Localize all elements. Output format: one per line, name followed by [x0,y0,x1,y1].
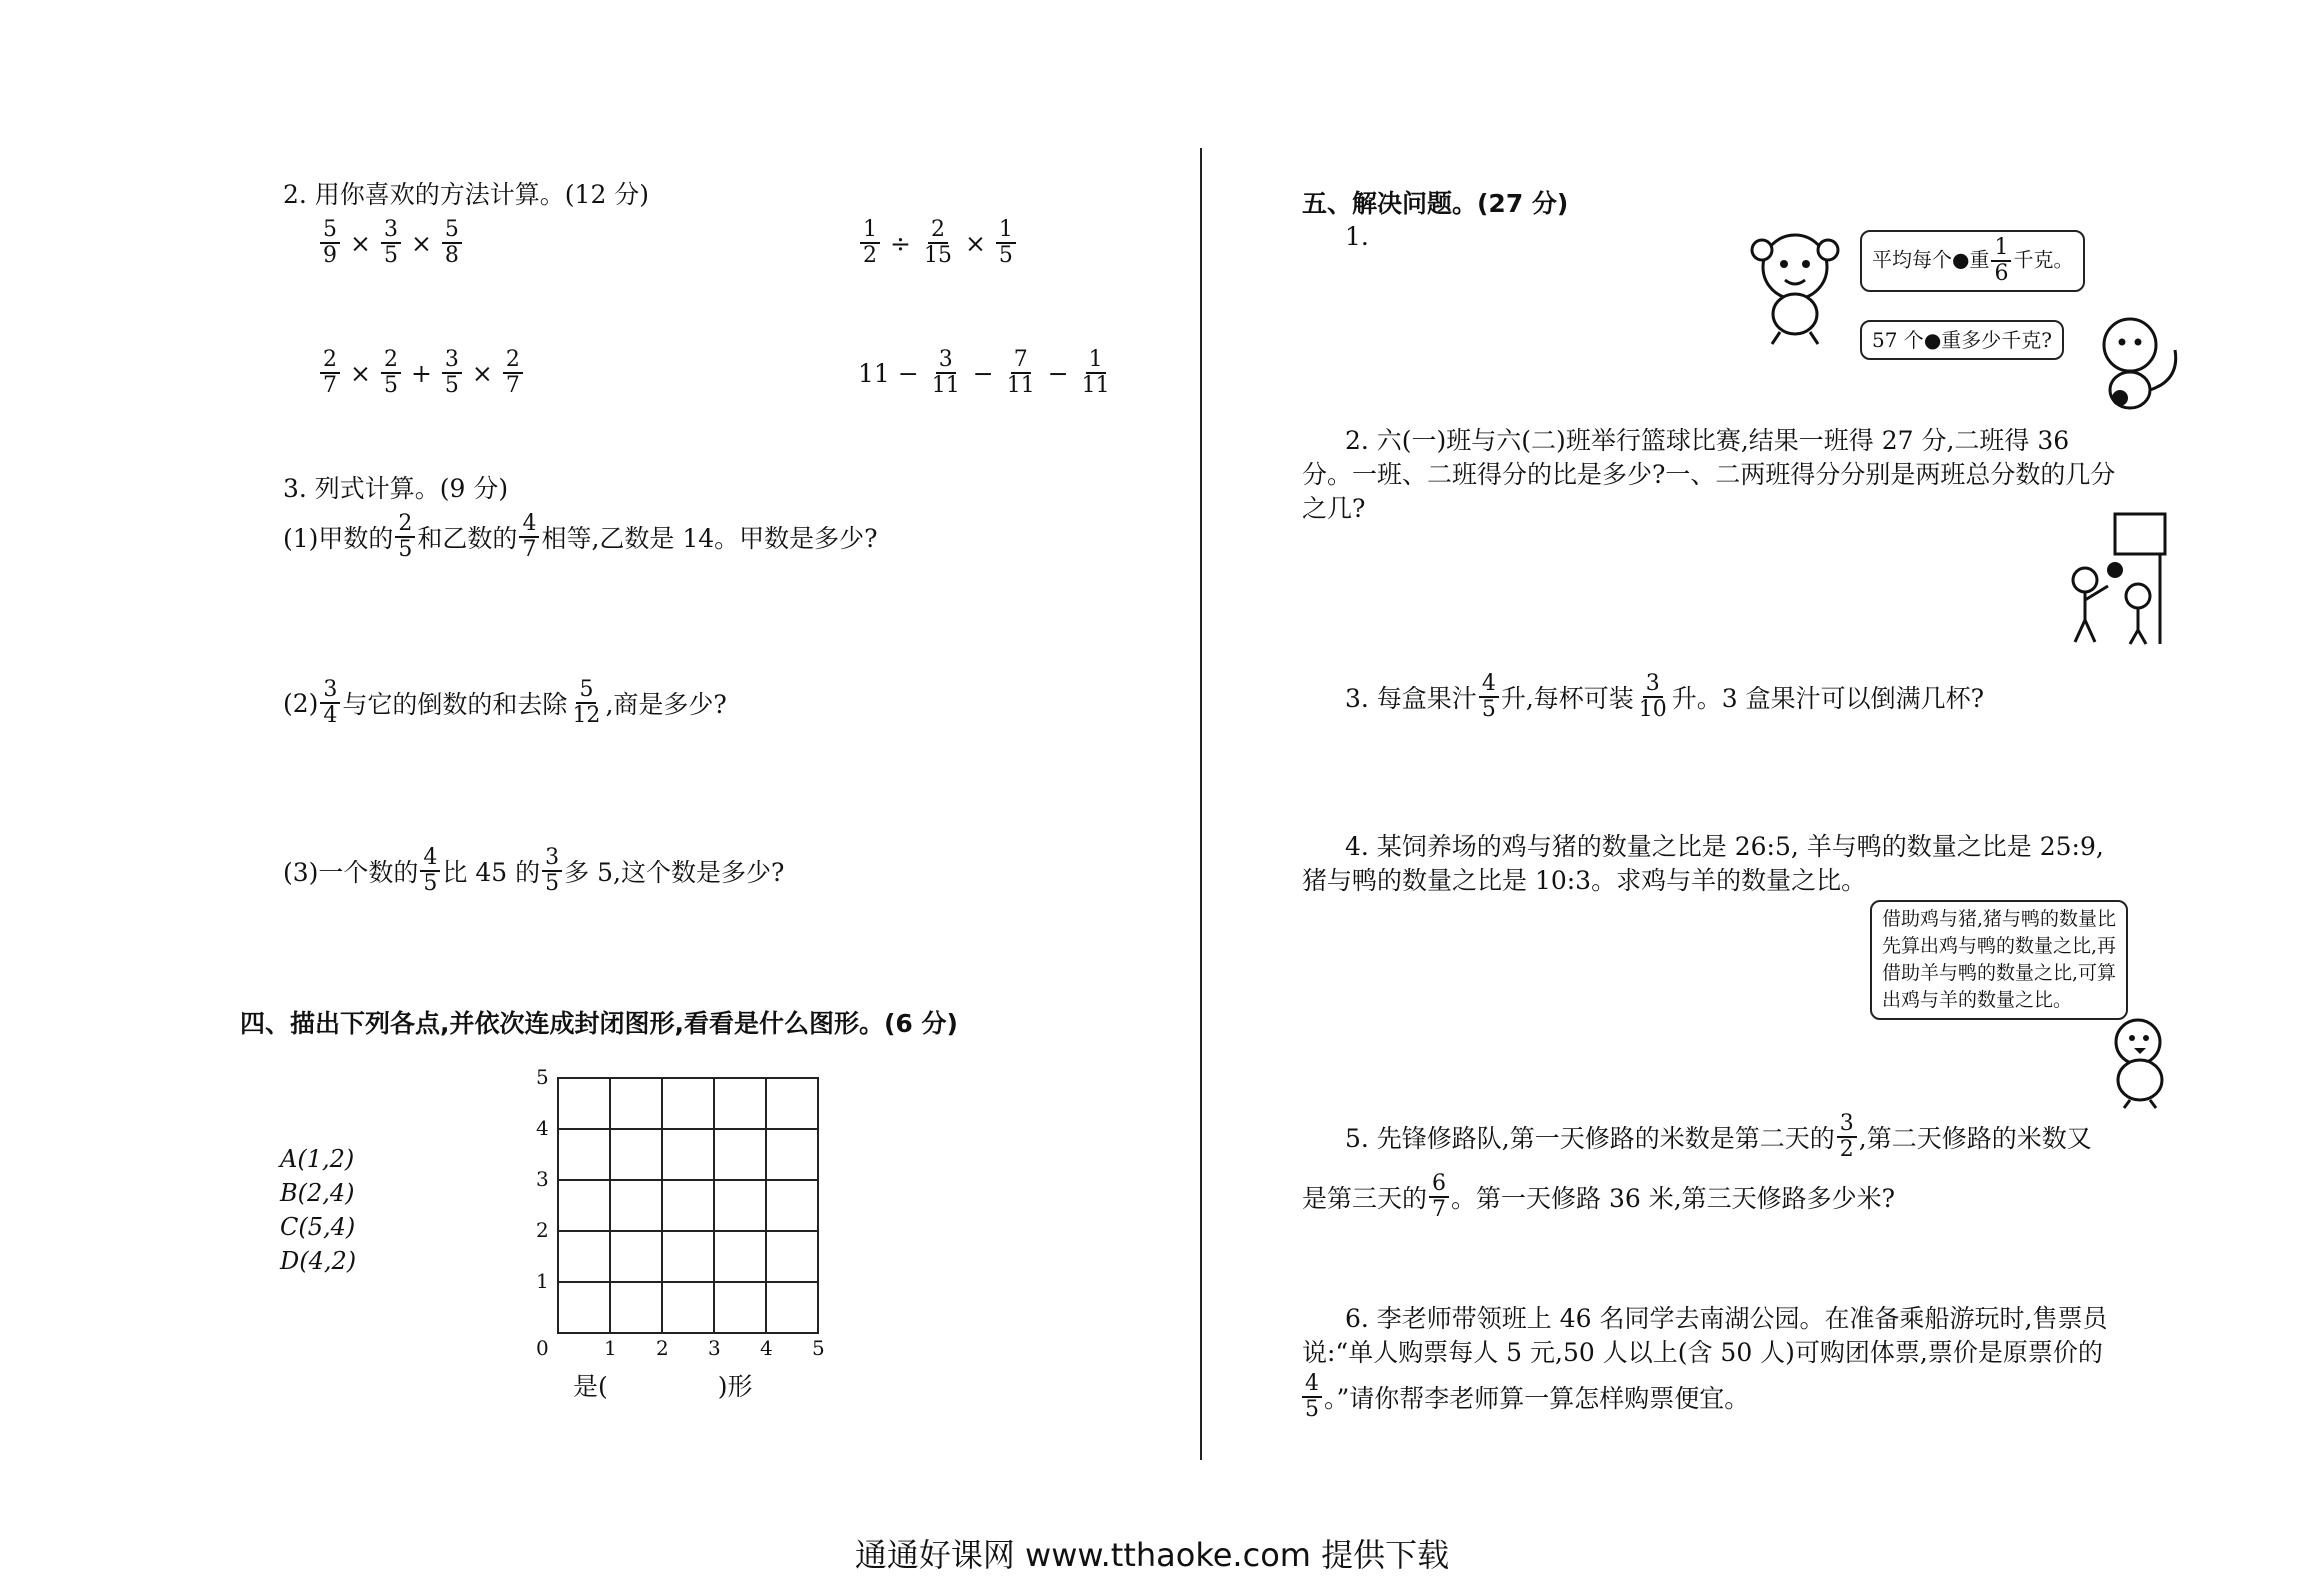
hint-bubble: 借助鸡与猪,猪与鸭的数量比 先算出鸡与鸭的数量之比,再 借助羊与鸭的数量之比,可算 出鸡与羊的数量之比。 [1870,900,2128,1020]
footer-credit: 通通好课网 www.tthaoke.com 提供下载 [854,1536,1450,1574]
fraction: $\frac{4}{5}$ [420,846,440,896]
x-tick: 1 [604,1336,617,1360]
fraction: $\frac{3}{5}$ [381,218,401,268]
operator: × [350,228,371,258]
r-q6-line3: $\frac{4}{5}$ 。”请你帮李老师算一算怎样购票便宜。 [1300,1372,1749,1422]
chick-illustration [2100,1010,2180,1110]
x-tick: 0 [536,1336,549,1360]
fraction: $\frac{1}{5}$ [996,218,1016,268]
operator: × [964,228,986,258]
operator: ÷ [890,228,911,258]
r-q2-line2: 分。一班、二班得分的比是多少?一、二两班得分分别是两班总分数的几分 [1302,460,2116,489]
x-tick: 2 [656,1336,669,1360]
fraction: $\frac{5}{12}$ [572,677,601,728]
fraction: $\frac{4}{5}$ [1479,672,1499,722]
fraction: $\frac{2}{7}$ [503,348,523,398]
x-tick: 3 [708,1336,721,1360]
fraction: $\frac{1}{11}$ [1081,347,1110,398]
r-q1-number: 1. [1345,222,1369,251]
fraction: $\frac{5}{8}$ [442,218,462,268]
operator: × [471,358,493,388]
peach-icon: ● [1952,247,1970,272]
point-list [280,1142,356,1278]
fraction: $\frac{6}{7}$ [1429,1172,1449,1222]
fraction: $\frac{3}{5}$ [442,348,462,398]
fraction: $\frac{5}{9}$ [320,218,340,268]
y-tick: 4 [536,1116,549,1140]
r-q6-line1: 6. 李老师带领班上 46 名同学去南湖公园。在准备乘船游玩时,售票员 [1345,1304,2108,1333]
speech-bubble-1: 平均每个●重 $\frac{1}{6}$ 千克。 [1860,230,2085,292]
r-q5-line1: 5. 先锋修路队,第一天修路的米数是第二天的 $\frac{3}{2}$ ,第二天修路的米数又 [1345,1111,2092,1162]
expr-3 [318,348,525,398]
section-4-title: 四、描出下列各点,并依次连成封闭图形,看看是什么图形。(6 分) [240,1009,958,1038]
fraction: $\frac{4}{7}$ [519,512,539,562]
fraction: $\frac{3}{10}$ [1638,671,1667,722]
fraction: $\frac{3}{5}$ [542,846,562,896]
operator: × [410,228,432,258]
fraction: $\frac{2}{15}$ [923,217,952,268]
x-tick: 5 [812,1336,825,1360]
fraction: $\frac{3}{11}$ [931,347,960,398]
operator: − [1047,358,1069,388]
point-d: D(4,2) [280,1247,357,1275]
boy-monkey-illustration [2080,310,2190,420]
integer: 11 [858,358,890,388]
coordinate-grid[interactable] [530,1060,850,1360]
r-q2-line3: 之几? [1302,494,1366,523]
operator: + [410,358,432,388]
q3-part3: (3)一个数的 $\frac{4}{5}$ 比 45 的 $\frac{3}{5}$ 多 5,这个数是多少? [283,845,785,896]
expr-2 [858,218,1018,268]
operator: − [897,358,919,388]
operator: × [350,358,371,388]
r-q4-line2: 猪与鸭的数量之比是 10:3。求鸡与羊的数量之比。 [1302,866,1867,895]
r-q2-line1: 2. 六(一)班与六(二)班举行篮球比赛,结果一班得 27 分,二班得 36 [1345,426,2070,455]
q2-title: 2. 用你喜欢的方法计算。(12 分) [283,180,650,209]
fraction: $\frac{3}{2}$ [1837,1112,1857,1162]
y-tick: 2 [536,1218,549,1242]
expr-1 [318,218,464,268]
r-q6-line2: 说:“单人购票每人 5 元,50 人以上(含 50 人)可购团体票,票价是原票价的 [1302,1338,2103,1367]
q3-part1: (1)甲数的 $\frac{2}{5}$ 和乙数的 $\frac{4}{7}$ 相等,乙数是 14。甲数是多少? [283,511,878,562]
x-tick: 4 [760,1336,773,1360]
fraction: $\frac{1}{2}$ [860,218,880,268]
fraction: $\frac{1}{6}$ [1991,236,2011,286]
fraction: $\frac{4}{5}$ [1302,1372,1322,1422]
fraction: $\frac{2}{7}$ [320,348,340,398]
point-b: B(2,4) [280,1179,355,1207]
q3-part2: (2) $\frac{3}{4}$ 与它的倒数的和去除 $\frac{5}{12}$ ,商是多少? [283,677,727,728]
point-a: A(1,2) [280,1145,355,1173]
operator: − [972,358,994,388]
fraction: $\frac{7}{11}$ [1006,347,1035,398]
column-divider [1200,148,1202,1460]
r-q4-line1: 4. 某饲养场的鸡与猪的数量之比是 26:5, 羊与鸭的数量之比是 25:9, [1345,832,2104,861]
q3-title: 3. 列式计算。(9 分) [283,474,509,503]
r-q3: 3. 每盒果汁 $\frac{4}{5}$ 升,每杯可装 $\frac{3}{10}$ 升。3 盒果汁可以倒满几杯? [1345,671,1985,722]
peach-icon: ● [1923,328,1942,352]
basketball-illustration [2060,508,2170,648]
section-5-title: 五、解决问题。(27 分) [1302,189,1569,218]
y-tick: 1 [536,1269,549,1293]
shape-answer: 是( )形 [573,1372,753,1401]
fraction: $\frac{2}{5}$ [381,348,401,398]
fraction: $\frac{3}{4}$ [320,678,340,728]
fraction: $\frac{2}{5}$ [395,512,415,562]
expr-4 [858,348,1115,398]
y-tick: 3 [536,1167,549,1191]
speech-bubble-2: 57 个●重多少千克? [1860,320,2064,360]
y-tick: 5 [536,1065,549,1089]
girl-monkey-illustration [1740,222,1850,347]
r-q5-line2: 是第三天的 $\frac{6}{7}$ 。第一天修路 36 米,第三天修路多少米? [1302,1171,1896,1222]
point-c: C(5,4) [280,1213,356,1241]
